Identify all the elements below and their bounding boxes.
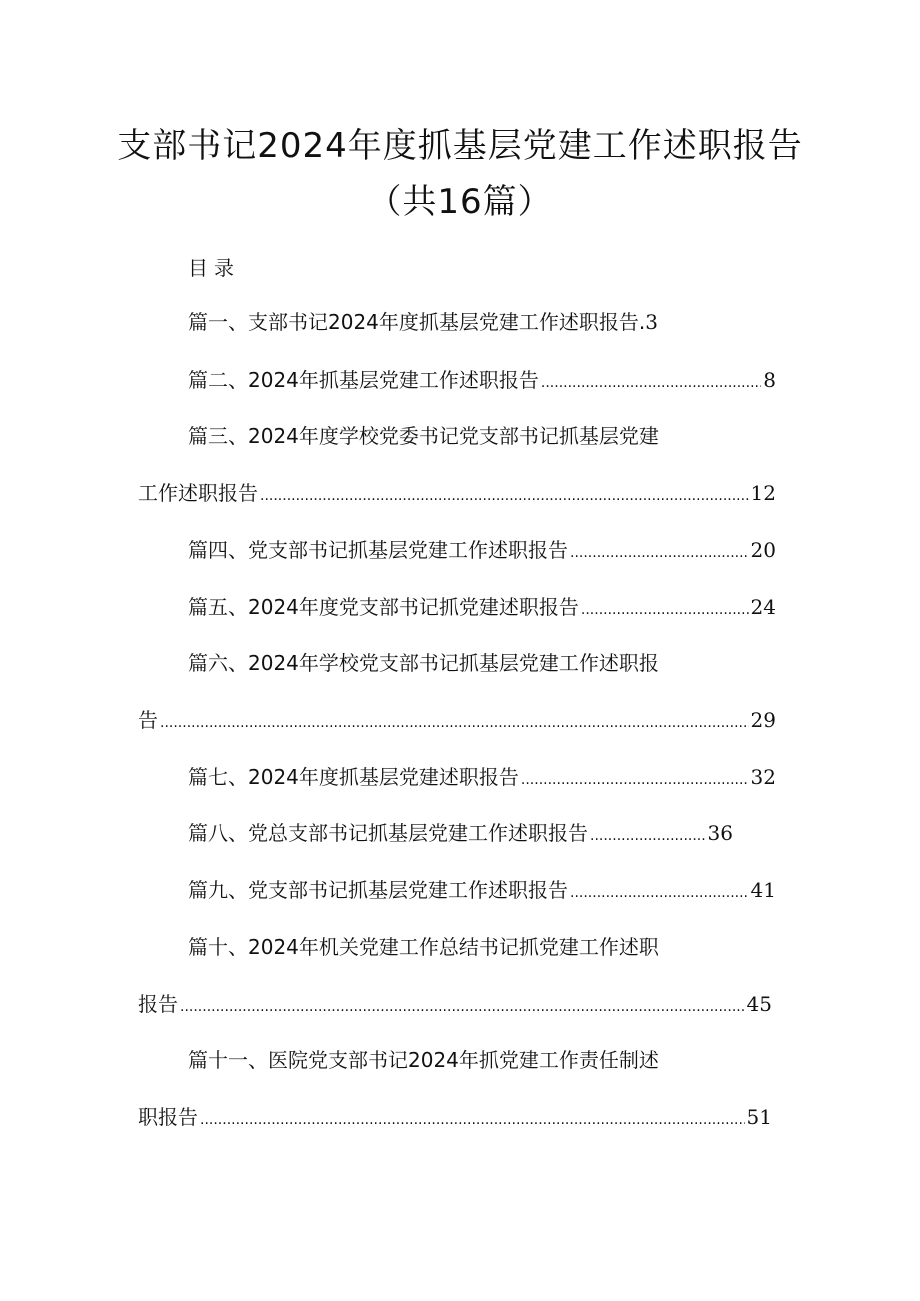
- toc-entry[interactable]: [188, 817, 733, 847]
- document-title: 支部书记2024年度抓基层党建工作述职报告（共16篇）: [117, 126, 803, 222]
- toc-leader-dots: [200, 1112, 745, 1128]
- toc-leader-dots: [160, 715, 749, 731]
- toc-entry[interactable]: 篇一、支部书记2024年度抓基层党建工作述职报告 . 3: [188, 306, 728, 336]
- toc-entry-page: 41: [750, 878, 776, 902]
- toc-entry-page: 36: [707, 821, 733, 845]
- toc-entry-continuation[interactable]: [138, 477, 776, 507]
- toc-entry[interactable]: [188, 931, 748, 961]
- toc-entry-page: 3: [645, 310, 658, 334]
- toc-entry[interactable]: [188, 1044, 748, 1074]
- toc-entry[interactable]: [188, 534, 776, 564]
- toc-entry-title: 篇九、党支部书记抓基层党建工作述职报告: [188, 878, 568, 902]
- toc-entry-page: 45: [746, 992, 772, 1016]
- toc-entry-page: 20: [750, 538, 776, 562]
- toc-entry[interactable]: [188, 874, 776, 904]
- toc-entry[interactable]: [188, 761, 776, 791]
- toc-entry-title: 篇五、2024年度党支部书记抓党建述职报告: [188, 595, 579, 619]
- toc-entry[interactable]: [188, 420, 748, 450]
- toc-entry-continuation[interactable]: [138, 1101, 772, 1131]
- toc-entry-title: 篇四、党支部书记抓基层党建工作述职报告: [188, 538, 568, 562]
- toc-entry-continuation[interactable]: [138, 988, 772, 1018]
- toc-entry-title-cont: 工作述职报告: [138, 481, 258, 505]
- toc-entry-title: 篇十、2024年机关党建工作总结书记抓党建工作述职: [188, 935, 659, 959]
- toc-entry-title: 篇一、支部书记2024年度抓基层党建工作述职报告: [188, 310, 639, 334]
- toc-leader-dots: [180, 999, 745, 1015]
- toc-leader-dots: [581, 602, 749, 618]
- toc-entry-title: 篇三、2024年度学校党委书记党支部书记抓基层党建: [188, 424, 659, 448]
- toc-entry-title-cont: 职报告: [138, 1105, 198, 1129]
- toc-heading: 目录: [188, 256, 240, 280]
- toc-entry-continuation[interactable]: [138, 704, 776, 734]
- toc-entry-page: 51: [746, 1105, 772, 1129]
- toc-entry-title-cont: 告: [138, 708, 158, 732]
- toc-leader-dots: [521, 772, 749, 788]
- toc-entry-title: 篇七、2024年度抓基层党建述职报告: [188, 765, 519, 789]
- toc-entry-title: 篇十一、医院党支部书记2024年抓党建工作责任制述: [188, 1048, 659, 1072]
- toc-leader-dots: [541, 375, 761, 391]
- toc-leader-dots: [570, 545, 749, 561]
- toc-leader-dots: [590, 828, 706, 844]
- toc-leader-dots: [260, 488, 749, 504]
- toc-entry-page: 29: [750, 708, 776, 732]
- toc-entry-title-cont: 报告: [138, 992, 178, 1016]
- toc-entry-title: 篇八、党总支部书记抓基层党建工作述职报告: [188, 821, 588, 845]
- toc-entry[interactable]: [188, 591, 776, 621]
- toc-entry-page: 24: [750, 595, 776, 619]
- toc-entry-page: 32: [750, 765, 776, 789]
- toc-entry-title: 篇六、2024年学校党支部书记抓基层党建工作述职报: [188, 651, 659, 675]
- toc-entry-page: 8: [763, 368, 776, 392]
- toc-entry-title: 篇二、2024年抓基层党建工作述职报告: [188, 368, 539, 392]
- toc-leader-dots: [570, 885, 749, 901]
- toc-entry-page: 12: [750, 481, 776, 505]
- toc-entry[interactable]: [188, 647, 748, 677]
- toc-entry[interactable]: [188, 364, 776, 394]
